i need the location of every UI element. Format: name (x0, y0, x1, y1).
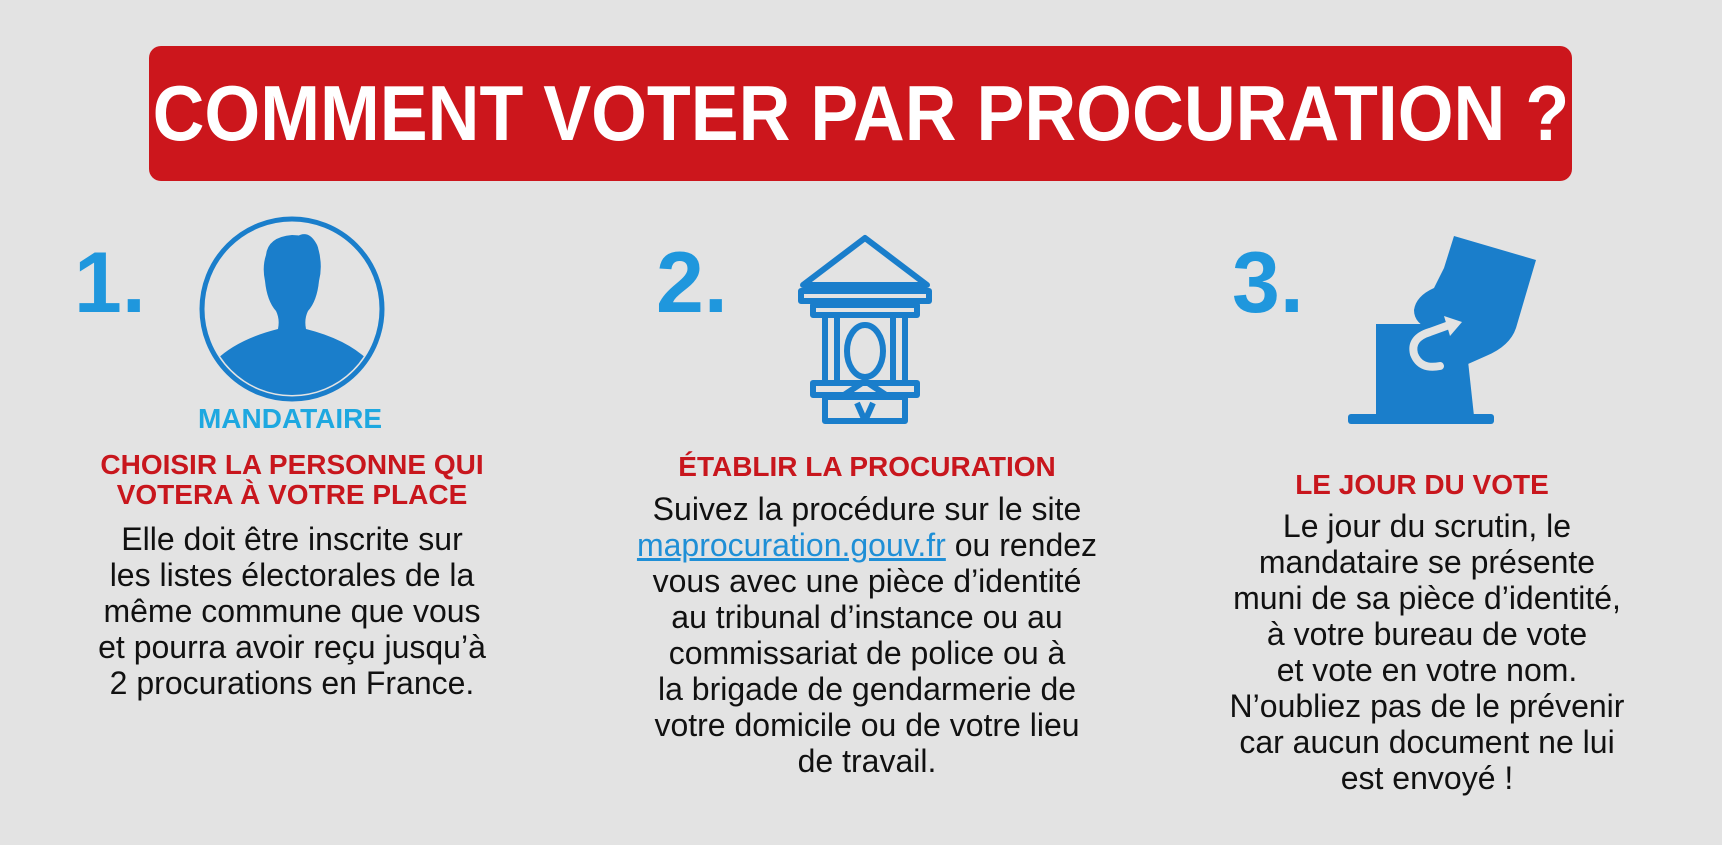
mandataire-label: MANDATAIRE (197, 403, 383, 434)
step-2-text-intro: Suivez la procédure sur le site (652, 491, 1082, 527)
title-banner (149, 46, 1572, 181)
step-1-number: 1. (74, 235, 146, 331)
step-2-text-rest: ou rendez vous avec une pièce d’identité au tribunal d’instance ou au commissariat de police ou à la brigade de gendarmerie de votre domicile ou de votre lieu de travail. (652, 527, 1098, 779)
ballot-box-hand-icon (1344, 232, 1540, 428)
step-2-number: 2. (656, 235, 728, 331)
step-3-number: 3. (1232, 235, 1304, 331)
step-3-text: Le jour du scrutin, le mandataire se présente muni de sa pièce d’identité, à votre bureau de vote et vote en votre nom. N’oubliez pas de le prévenir car aucun document ne lui est envoyé ! (1229, 508, 1625, 796)
person-icon (196, 215, 388, 403)
maprocuration-link[interactable]: maprocuration.gouv.fr (636, 527, 946, 563)
page-title: COMMENT VOTER PAR PROCURATION ? (152, 69, 1569, 157)
step-2-text (587, 491, 1147, 779)
step-1-text: Elle doit être inscrite sur les listes électorales de la même commune que vous et pourra avoir reçu jusqu’à 2 procurations en France. (98, 521, 486, 701)
step-1-title: CHOISIR LA PERSONNE QUI VOTERA À VOTRE PLACE (100, 449, 484, 510)
step-2-title: ÉTABLIR LA PROCURATION (678, 451, 1056, 482)
courthouse-icon (797, 233, 933, 425)
step-3-title: LE JOUR DU VOTE (1295, 469, 1549, 500)
